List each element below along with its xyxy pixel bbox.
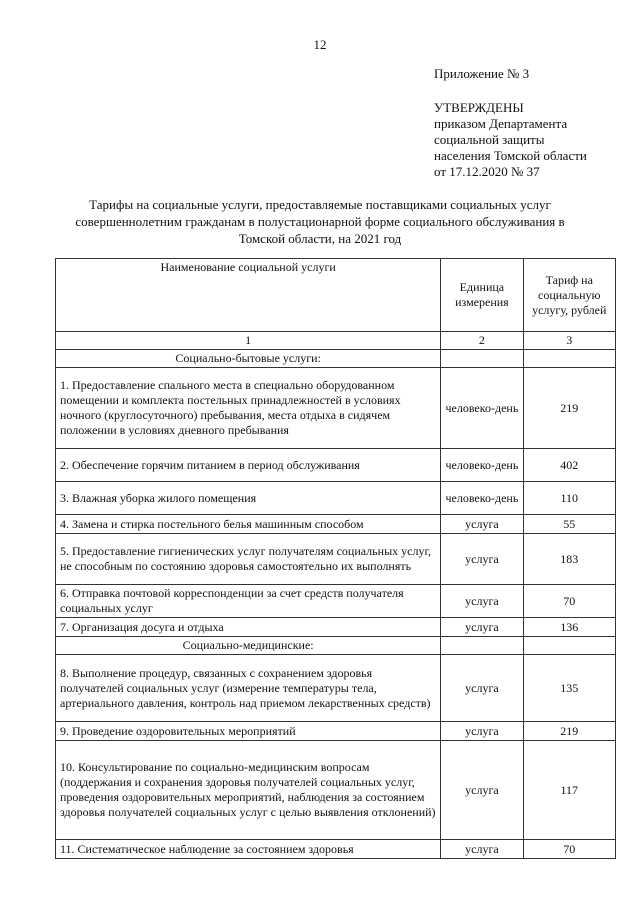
table-row (56, 515, 616, 534)
approval-block (434, 100, 587, 180)
section-title: Социально-бытовые услуги: (56, 350, 441, 368)
unit-cell: услуга (441, 585, 523, 618)
table-row (56, 534, 616, 585)
table-row (56, 482, 616, 515)
header-service-name: Наименование социальной услуги (56, 259, 441, 332)
section-title: Социально-медицинские: (56, 637, 441, 655)
service-name-cell: 4. Замена и стирка постельного белья машинным способом (56, 515, 441, 534)
unit-cell: услуга (441, 722, 523, 741)
approval-line: приказом Департамента (434, 116, 568, 131)
empty-cell (441, 350, 523, 368)
tariff-table (55, 258, 616, 859)
service-name-cell: 5. Предоставление гигиенических услуг получателям социальных услуг, не способным по состоянию здоровья самостоятельно их выполнять (56, 534, 441, 585)
column-number: 1 (56, 332, 441, 350)
tariff-cell: 219 (523, 722, 616, 741)
approval-title: УТВЕРЖДЕНЫ (434, 100, 524, 115)
tariff-cell: 110 (523, 482, 616, 515)
service-name-cell: 2. Обеспечение горячим питанием в период обслуживания (56, 449, 441, 482)
tariff-cell: 183 (523, 534, 616, 585)
tariff-cell: 117 (523, 741, 616, 840)
document-title: Тарифы на социальные услуги, предоставляемые поставщиками социальных услуг совершеннолетним гражданам в полустационарной форме социального обслуживания в Томской области, на 2021 год (75, 197, 565, 246)
empty-cell (523, 350, 616, 368)
table-row (56, 655, 616, 722)
unit-cell: услуга (441, 618, 523, 637)
unit-cell: услуга (441, 840, 523, 859)
tariff-cell: 55 (523, 515, 616, 534)
table-row (56, 741, 616, 840)
empty-cell (523, 637, 616, 655)
service-name-cell: 6. Отправка почтовой корреспонденции за счет средств получателя социальных услуг (56, 585, 441, 618)
section-row (56, 637, 616, 655)
approval-line: от 17.12.2020 № 37 (434, 164, 540, 179)
table-header-row (56, 259, 616, 332)
section-row (56, 350, 616, 368)
service-name-cell: 3. Влажная уборка жилого помещения (56, 482, 441, 515)
table-row (56, 585, 616, 618)
service-name-cell: 1. Предоставление спального места в специально оборудованном помещении и комплекта постельных принадлежностей в условиях ночного (круглосуточного) пребывания, места отдыха в сидячем положении в условиях дневного пребывания (56, 368, 441, 449)
table-row (56, 449, 616, 482)
tariff-cell: 70 (523, 840, 616, 859)
approval-line: населения Томской области (434, 148, 587, 163)
table-row (56, 840, 616, 859)
tariff-cell: 402 (523, 449, 616, 482)
service-name-cell: 10. Консультирование по социально-медицинским вопросам (поддержания и сохранения здоровья получателей социальных услуг, проведения оздоровительных мероприятий, наблюдения за состоянием здоровья получателей социальных услуг с целью выявления отклонений) (56, 741, 441, 840)
column-number: 3 (523, 332, 616, 350)
empty-cell (441, 637, 523, 655)
unit-cell: услуга (441, 655, 523, 722)
header-unit: Единица измерения (441, 259, 523, 332)
service-name-cell: 7. Организация досуга и отдыха (56, 618, 441, 637)
unit-cell: человеко-день (441, 482, 523, 515)
tariff-cell: 135 (523, 655, 616, 722)
unit-cell: услуга (441, 534, 523, 585)
tariff-cell: 136 (523, 618, 616, 637)
unit-cell: человеко-день (441, 368, 523, 449)
appendix-label: Приложение № 3 (434, 66, 530, 81)
table-body (56, 350, 616, 859)
unit-cell: услуга (441, 741, 523, 840)
approval-line: социальной защиты (434, 132, 545, 147)
page-number: 12 (313, 37, 327, 52)
service-name-cell: 11. Систематическое наблюдение за состоянием здоровья (56, 840, 441, 859)
table-row (56, 722, 616, 741)
unit-cell: услуга (441, 515, 523, 534)
service-name-cell: 8. Выполнение процедур, связанных с сохранением здоровья получателей социальных услуг (измерение температуры тела, артериального давления, контроль над приемом лекарственных средств) (56, 655, 441, 722)
tariff-cell: 219 (523, 368, 616, 449)
table-row (56, 618, 616, 637)
service-name-cell: 9. Проведение оздоровительных мероприятий (56, 722, 441, 741)
table-row (56, 368, 616, 449)
column-number-row (56, 332, 616, 350)
header-tariff: Тариф на социальную услугу, рублей (523, 259, 616, 332)
unit-cell: человеко-день (441, 449, 523, 482)
tariff-cell: 70 (523, 585, 616, 618)
column-number: 2 (441, 332, 523, 350)
